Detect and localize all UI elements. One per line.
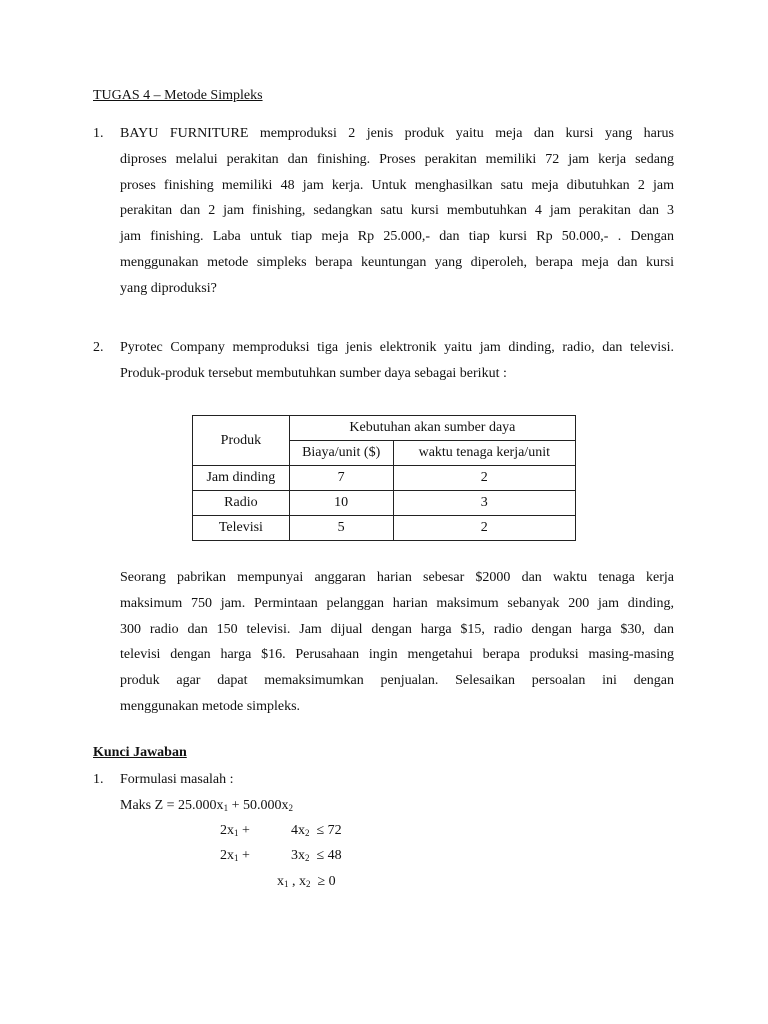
question-1-line: perakitan dan 2 jam finishing, sedangkan satu kursi membutuhkan 4 jam perakitan dan 3 — [120, 203, 674, 219]
question-2-body-line: Seorang pabrikan mempunyai anggaran harian sebesar $2000 dan waktu tenaga kerja — [120, 570, 674, 585]
subscript: 1 — [234, 853, 239, 863]
table-cell-time: 3 — [393, 491, 575, 516]
question-2-body-line: produk agar dapat memaksimumkan penjualan. Selesaikan persoalan ini dengan — [120, 673, 674, 689]
subscript: 2 — [306, 879, 311, 889]
subscript: 2 — [305, 828, 310, 838]
question-2-body-line: menggunakan metode simpleks. — [120, 698, 301, 714]
table-header-cost: Biaya/unit ($) — [289, 441, 393, 466]
question-1-line: jam finishing. Laba untuk tiap meja Rp 25.000,- dan tiap kursi Rp 50.000,- . Dengan — [120, 229, 674, 245]
answer-key-heading: Kunci Jawaban — [93, 745, 187, 760]
question-1-line: BAYU FURNITURE memproduksi 2 jenis produk yaitu meja dan kursi yang harus — [120, 126, 674, 141]
relation: ≤ 48 — [316, 848, 342, 863]
var: , x — [288, 874, 306, 889]
relation: ≤ 72 — [316, 823, 342, 838]
table-cell-product: Jam dinding — [193, 466, 290, 491]
table-row — [193, 491, 576, 516]
coef: 3x — [291, 848, 305, 863]
resource-table — [192, 415, 576, 541]
objective-term-1: Maks Z = 25.000x — [120, 798, 224, 813]
table-cell-cost: 10 — [289, 491, 393, 516]
assignment-title: TUGAS 4 – Metode Simpleks — [93, 88, 263, 103]
coef: 2x — [220, 848, 234, 863]
question-2-intro — [120, 335, 674, 387]
table-cell-time: 2 — [393, 516, 575, 541]
question-2-intro-line: Produk-produk tersebut membutuhkan sumber daya sebagai berikut : — [120, 365, 507, 381]
constraint-term-2 — [291, 848, 342, 864]
table-cell-cost: 7 — [289, 466, 393, 491]
table-header-group: Kebutuhan akan sumber daya — [289, 416, 575, 441]
subscript: 2 — [305, 853, 310, 863]
table-row — [193, 466, 576, 491]
nonnegativity-constraint — [277, 874, 336, 890]
question-1-line: menggunakan metode simpleks berapa keuntungan yang diperoleh, berapa meja dan kursi — [120, 254, 674, 270]
coef: 2x — [220, 823, 234, 838]
constraint-term-1 — [220, 848, 250, 864]
question-1-line: yang diproduksi? — [120, 280, 217, 296]
question-2-body-line: 300 radio dan 150 televisi. Jam dijual dengan harga $15, radio dengan harga $30, dan — [120, 621, 674, 637]
table-header-time: waktu tenaga kerja/unit — [393, 441, 575, 466]
objective-term-2: + 50.000x — [228, 798, 289, 813]
question-1-number: 1. — [93, 126, 104, 141]
question-1-line: proses finishing memiliki 48 jam kerja. Untuk menghasilkan satu meja dibutuhkan 2 jam — [120, 177, 674, 193]
question-1-line: diproses melalui perakitan dan finishing. Proses perakitan memiliki 72 jam kerja sedang — [120, 151, 674, 167]
subscript: 1 — [284, 879, 289, 889]
table-cell-product: Televisi — [193, 516, 290, 541]
subscript: 2 — [288, 803, 293, 813]
question-2-body-line: televisi dengan harga $16. Perusahaan ingin mengetahui berapa produksi masing-masing — [120, 647, 674, 663]
table-header-product: Produk — [193, 416, 290, 466]
question-2-number: 2. — [93, 340, 104, 355]
question-1-text — [120, 121, 674, 302]
coef: 4x — [291, 823, 305, 838]
subscript: 1 — [223, 803, 229, 813]
formulation-label: Formulasi masalah : — [120, 772, 234, 787]
constraint-term-2 — [291, 823, 342, 839]
relation: ≥ 0 — [317, 874, 336, 889]
question-2-body-line: maksimum 750 jam. Permintaan pelanggan harian maksimum sebanyak 200 jam dinding, — [120, 595, 674, 611]
question-2-body — [120, 565, 674, 720]
objective-function — [120, 798, 293, 814]
operator: + — [242, 848, 250, 863]
answer-1-number: 1. — [93, 772, 104, 787]
table-cell-product: Radio — [193, 491, 290, 516]
table-cell-time: 2 — [393, 466, 575, 491]
operator: + — [242, 823, 250, 838]
var: x — [277, 874, 284, 889]
subscript: 1 — [234, 828, 239, 838]
constraint-term-1 — [220, 823, 250, 839]
table-cell-cost: 5 — [289, 516, 393, 541]
table-row — [193, 516, 576, 541]
question-2-intro-line: Pyrotec Company memproduksi tiga jenis elektronik yaitu jam dinding, radio, dan televisi. — [120, 340, 674, 355]
